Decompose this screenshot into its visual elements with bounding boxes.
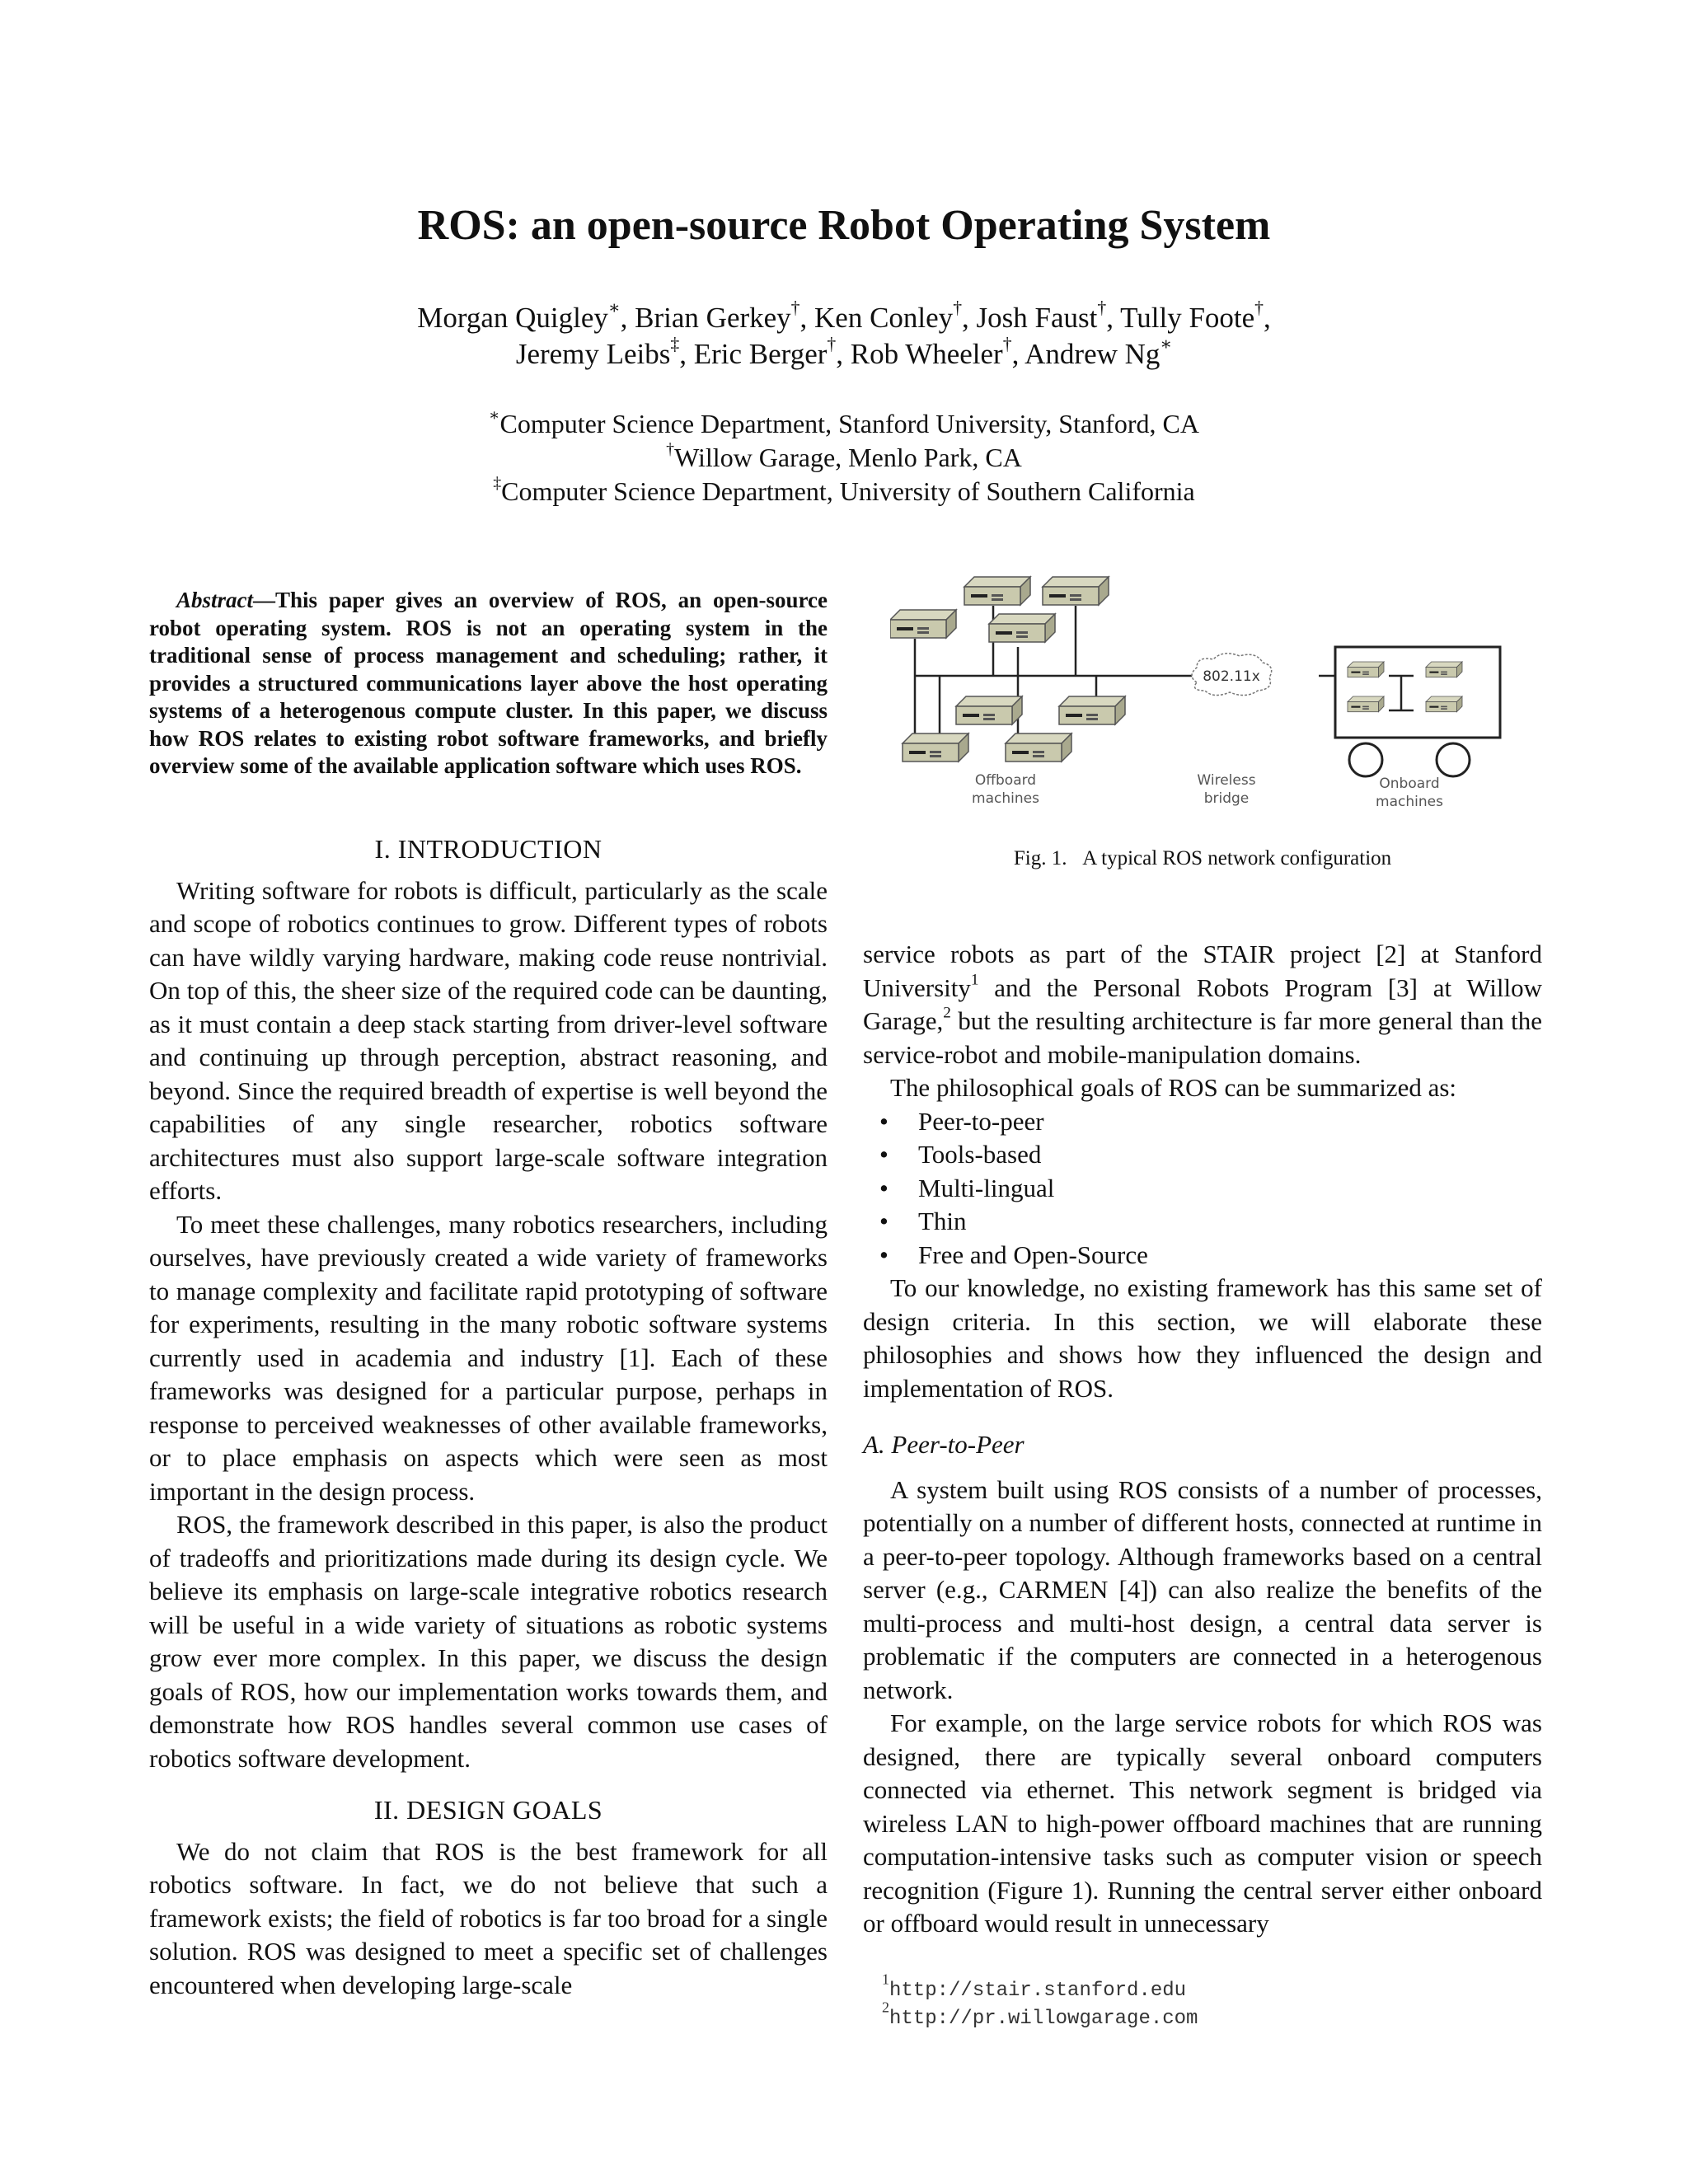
- section-heading-design-goals: II. DESIGN GOALS: [373, 1795, 603, 1825]
- figure-label: machines: [1376, 794, 1443, 810]
- figure-label: Onboard: [1379, 776, 1440, 792]
- author-list: [0, 300, 1688, 373]
- author: Eric Berger†,: [693, 334, 851, 370]
- bullet-icon: •: [879, 1240, 889, 1269]
- paragraph: We do not claim that ROS is the best framework for all robotics software. In fact, we do not believe that such a framework exists; the field of robotics is far too broad for a single solution. ROS was designed to meet a specific set of challenges encountered when developing large-scale: [149, 1836, 828, 1999]
- list-item: • Tools-based: [863, 1138, 1542, 1172]
- subsection-heading-peer-to-peer: A. Peer-to-Peer: [863, 1430, 1025, 1459]
- right-column: [863, 938, 1542, 1941]
- author: Andrew Ng∗: [1025, 334, 1173, 370]
- paragraph: To meet these challenges, many robotics researchers, including ourselves, have previously created a wide variety of frameworks to manage complexity and facilitate rapid prototyping of software for experiments, resulting in the many robotic software systems currently used in academia and industry [1]. Each of these frameworks was designed for a particular purpose, perhaps in response to perceived weaknesses of other available frameworks, or to place emphasis on aspects which were seen as most important in the design process.: [149, 1209, 828, 1506]
- footnote: $^2$http://pr.willowgarage.com: [882, 1999, 1198, 2030]
- left-column: [149, 832, 828, 2002]
- design-goals-list: [863, 1105, 1542, 1272]
- offboard-machine-icon: [1006, 733, 1071, 762]
- svg-text:802.11x: 802.11x: [1203, 668, 1260, 685]
- section-heading-introduction: I. INTRODUCTION: [374, 834, 603, 864]
- abstract-text: This paper gives an overview of ROS, an open-source robot operating system. ROS is not an operating system in the traditional sense of process management and scheduling; rather, it provides a structured communications layer above the host operating systems of a heterogenous compute cluster. In this paper, we discuss how ROS relates to existing robot software frameworks, and briefly overview some of the available application software which uses ROS.: [149, 588, 828, 778]
- paragraph: A system built using ROS consists of a number of processes, potentially on a number of different hosts, connected at runtime in a peer-to-peer topology. Although frameworks based on a central server (e.g., CARMEN [4]) can also realize the benefits of the multi-process and multi-host design, a central data server is problematic if the computers are connected in a heterogenous network.: [863, 1474, 1542, 1704]
- footnote: $^1$http://stair.stanford.edu: [882, 1971, 1187, 2002]
- offboard-machine-icon: [890, 610, 956, 638]
- offboard-machine-icon: [989, 614, 1055, 642]
- author-line-2: [0, 336, 1688, 373]
- author-line-1: [0, 300, 1688, 336]
- offboard-machine-icon: [1043, 577, 1109, 605]
- list-item: • Free and Open-Source: [863, 1239, 1542, 1272]
- abstract-lead: Abstract: [176, 588, 254, 612]
- list-item: • Thin: [863, 1205, 1542, 1239]
- figure-label: Offboard: [974, 772, 1037, 789]
- bullet-icon: •: [879, 1140, 889, 1169]
- affiliation: ‡Computer Science Department, University of Southern California: [493, 474, 1195, 506]
- bullet-icon: •: [879, 1173, 889, 1202]
- offboard-machine-icon: [1059, 696, 1125, 724]
- offboard-machine-icon: [964, 577, 1030, 605]
- author: Josh Faust†,: [976, 298, 1121, 334]
- offboard-machine-icon: [956, 696, 1022, 724]
- paragraph: service robots as part of the STAIR project [2] at Stanford University$^1$ and the Personal Robots Program [3] at Willow Garage,$^2$ but the resulting architecture is far more general than the service-robot and mobile-manipulation domains.: [863, 940, 1542, 1069]
- list-item: • Multi-lingual: [863, 1172, 1542, 1206]
- paper-title: ROS: an open-source Robot Operating System: [417, 202, 1271, 249]
- bullet-icon: •: [879, 1106, 889, 1136]
- footnotes: [882, 1971, 1198, 2033]
- list-item: • Peer-to-peer: [863, 1105, 1542, 1139]
- robot-icon: [1335, 647, 1500, 776]
- offboard-machine-icon: [903, 733, 968, 762]
- footnote-link[interactable]: http://pr.willowgarage.com: [889, 2008, 1198, 2030]
- author: Tully Foote†,: [1120, 298, 1271, 334]
- abstract: Abstract—This paper gives an overview of ROS, an open-source robot operating system. ROS is not an operating system in the traditional sense of process management and scheduling; rather, it provides a structured communications layer above the host operating systems of a heterogenous compute cluster. In this paper, we discuss how ROS relates to existing robot software frameworks, and briefly overview some of the available application software which uses ROS.: [149, 588, 828, 778]
- paragraph: The philosophical goals of ROS can be summarized as:: [890, 1073, 1457, 1102]
- figure-label: bridge: [1203, 790, 1250, 807]
- figure-caption: Fig. 1. A typical ROS network configuration: [1013, 847, 1392, 869]
- author: Brian Gerkey†,: [635, 298, 815, 334]
- footnote-link[interactable]: http://stair.stanford.edu: [889, 1980, 1187, 2002]
- paragraph: For example, on the large service robots for which ROS was designed, there are typically several onboard computers connected via ethernet. This network segment is bridged via wireless LAN to high-power offboard machines that are running computation-intensive tasks such as computer vision or speech recognition (Figure 1). Running the central server either onboard or offboard would result in unnecessary: [863, 1708, 1542, 1938]
- network-figure: [890, 569, 1566, 816]
- affiliation: ∗Computer Science Department, Stanford University, Stanford, CA: [489, 406, 1199, 438]
- author: Rob Wheeler†,: [850, 334, 1025, 370]
- figure-label: Wireless: [1197, 772, 1256, 789]
- paragraph: ROS, the framework described in this paper, is also the product of tradeoffs and prioritizations made during its design cycle. We believe its emphasis on large-scale integrative robotics research will be useful in a wide variety of situations as robotic systems grow ever more complex. In this paper, we discuss the design goals of ROS, how our implementation works towards them, and demonstrate how ROS handles several common use cases of robotics software development.: [149, 1510, 828, 1773]
- affiliations: [0, 407, 1688, 509]
- bullet-icon: •: [879, 1207, 889, 1235]
- author: Ken Conley†,: [814, 298, 977, 334]
- author: Morgan Quigley∗,: [417, 298, 635, 334]
- affiliation: †Willow Garage, Menlo Park, CA: [666, 440, 1022, 472]
- paragraph: Writing software for robots is difficult, particularly as the scale and scope of robotics continues to grow. Different types of robots can have wildly varying hardware, making code reuse nontrivial. On top of this, the sheer size of the required code can be daunting, as it must contain a deep stack starting from driver-level software and continuing up through perception, abstract reasoning, and beyond. Since the required breadth of expertise is well beyond the capabilities of any single researcher, robotics software architectures must also support large-scale software integration efforts.: [149, 875, 828, 1205]
- paragraph: To our knowledge, no existing framework has this same set of design criteria. In this section, we will elaborate these philosophies and shows how they influenced the design and implementation of ROS.: [863, 1273, 1542, 1403]
- author: Jeremy Leibs‡,: [515, 334, 694, 370]
- wireless-cloud-icon: [1192, 654, 1272, 696]
- figure-label: machines: [972, 790, 1039, 807]
